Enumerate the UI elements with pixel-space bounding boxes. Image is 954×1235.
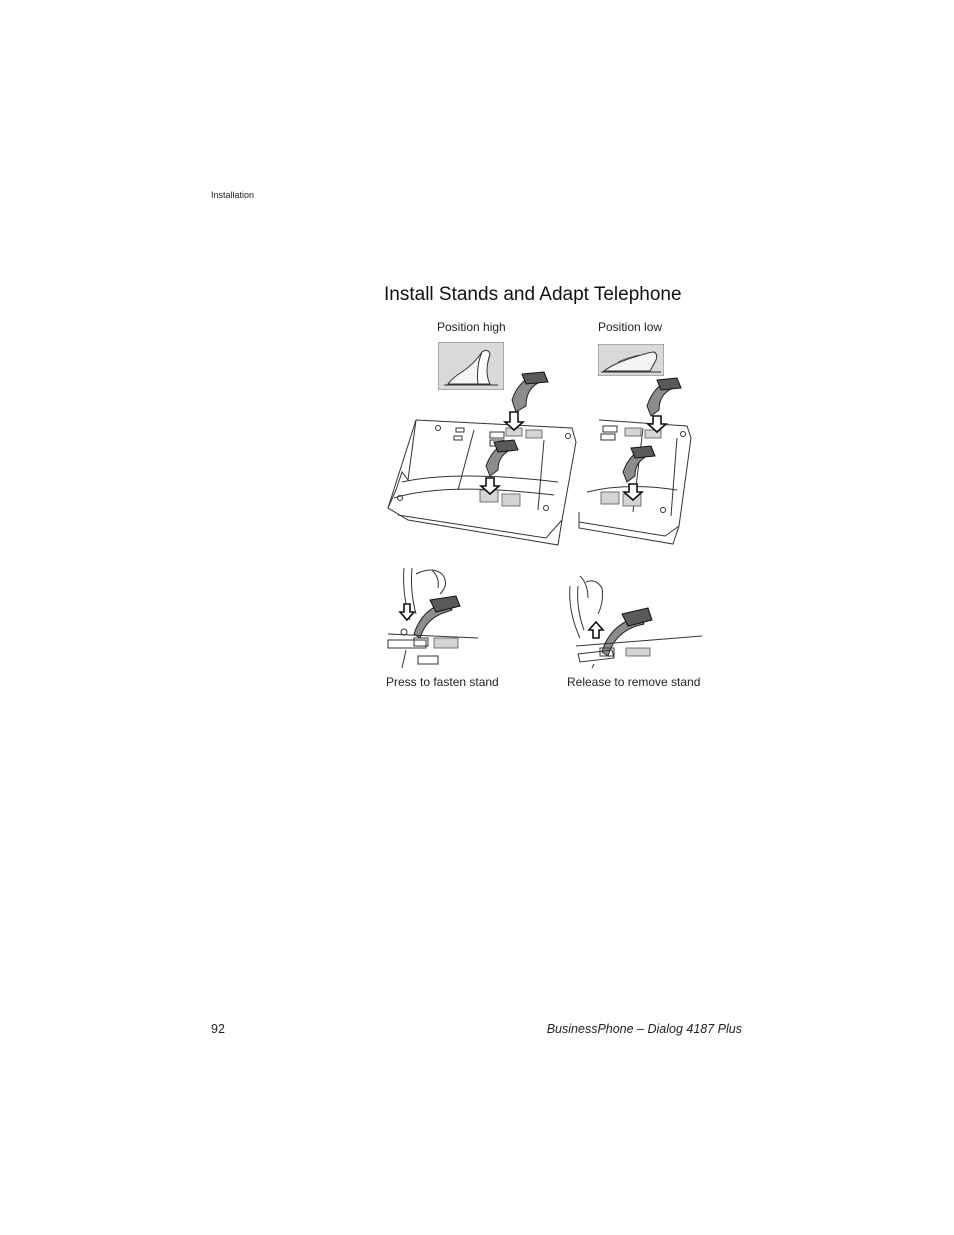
release-to-remove-illustration xyxy=(566,576,704,668)
press-to-fasten-illustration xyxy=(386,564,480,668)
position-high-caption: Position high xyxy=(437,320,506,334)
product-name: BusinessPhone – Dialog 4187 Plus xyxy=(546,1022,742,1036)
position-low-thumbnail xyxy=(598,344,664,376)
section-label: Installation xyxy=(211,190,255,200)
press-caption: Press to fasten stand xyxy=(386,675,499,689)
page-number: 92 xyxy=(211,1022,225,1036)
phone-underside-high-illustration xyxy=(386,370,580,548)
release-caption: Release to remove stand xyxy=(567,675,701,689)
page-title: Install Stands and Adapt Telephone xyxy=(384,284,682,305)
phone-underside-low-illustration xyxy=(577,376,697,546)
position-low-caption: Position low xyxy=(598,320,663,334)
